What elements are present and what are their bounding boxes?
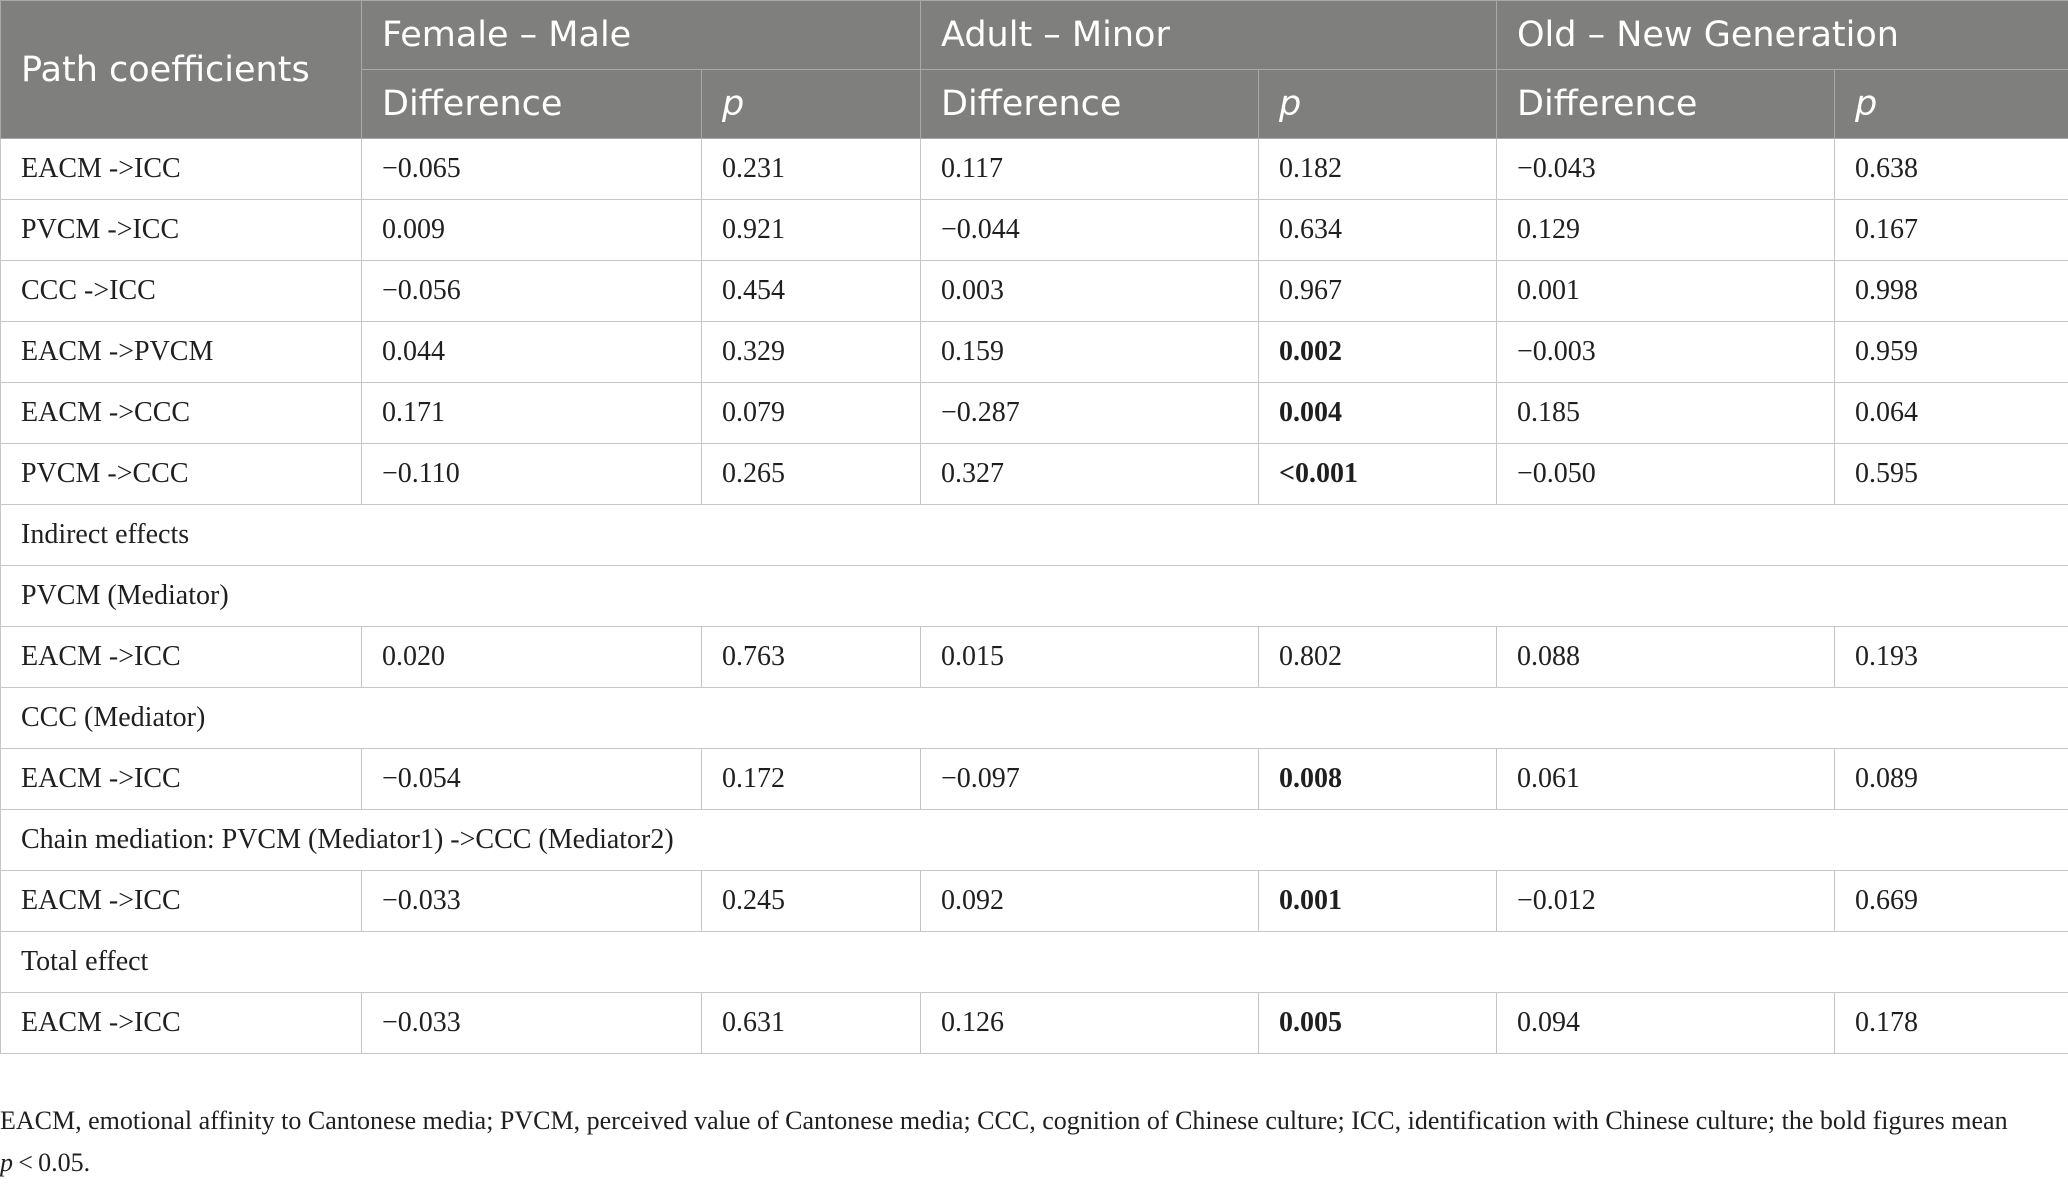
table-row [1, 200, 2068, 261]
table-body [1, 139, 2068, 1054]
difference-cell: 0.185 [1497, 383, 1835, 444]
difference-cell: 0.094 [1497, 993, 1835, 1054]
p-value-cell: 0.002 [1259, 322, 1497, 383]
path-label-cell: EACM ->CCC [1, 383, 362, 444]
p-value-cell: 0.001 [1259, 871, 1497, 932]
header-path-coefficients: Path coefficients [1, 1, 362, 139]
p-value-cell: 0.193 [1835, 627, 2068, 688]
difference-cell: 0.129 [1497, 200, 1835, 261]
p-value-cell: 0.669 [1835, 871, 2068, 932]
table-row [1, 322, 2068, 383]
table-footnote [0, 1100, 2068, 1184]
difference-cell: −0.050 [1497, 444, 1835, 505]
path-label-cell: CCC ->ICC [1, 261, 362, 322]
p-value-cell: 0.004 [1259, 383, 1497, 444]
p-value-cell: 0.454 [702, 261, 921, 322]
p-value-cell: 0.245 [702, 871, 921, 932]
difference-cell: −0.044 [921, 200, 1259, 261]
difference-cell: −0.033 [362, 871, 702, 932]
p-value-cell: 0.763 [702, 627, 921, 688]
difference-cell: −0.043 [1497, 139, 1835, 200]
footnote-line1: EACM, emotional affinity to Cantonese media; PVCM, perceived value of Cantonese media; CCC, cognition of Chinese culture; ICC, identification with Chinese culture; the bold figures mean [0, 1106, 2008, 1135]
table-row [1, 261, 2068, 322]
path-label-cell: EACM ->ICC [1, 139, 362, 200]
p-value-cell: <0.001 [1259, 444, 1497, 505]
p-value-cell: 0.631 [702, 993, 921, 1054]
path-label-cell: PVCM ->CCC [1, 444, 362, 505]
p-value-cell: 0.079 [702, 383, 921, 444]
p-value-cell: 0.064 [1835, 383, 2068, 444]
table-row [1, 444, 2068, 505]
p-value-cell: 0.921 [702, 200, 921, 261]
p-value-cell: 0.005 [1259, 993, 1497, 1054]
difference-cell: −0.097 [921, 749, 1259, 810]
path-label-cell: EACM ->ICC [1, 871, 362, 932]
header-p: p [1259, 70, 1497, 139]
header-group-female-male: Female – Male [362, 1, 921, 70]
difference-cell: −0.056 [362, 261, 702, 322]
header-difference: Difference [1497, 70, 1835, 139]
path-label-cell: EACM ->ICC [1, 993, 362, 1054]
header-p: p [1835, 70, 2068, 139]
difference-cell: −0.033 [362, 993, 702, 1054]
difference-cell: 0.001 [1497, 261, 1835, 322]
p-value-cell: 0.172 [702, 749, 921, 810]
section-label: CCC (Mediator) [1, 688, 2068, 749]
difference-cell: 0.044 [362, 322, 702, 383]
p-value-cell: 0.231 [702, 139, 921, 200]
section-label: Total effect [1, 932, 2068, 993]
difference-cell: −0.003 [1497, 322, 1835, 383]
path-label-cell: EACM ->ICC [1, 627, 362, 688]
p-value-cell: 0.265 [702, 444, 921, 505]
difference-cell: 0.088 [1497, 627, 1835, 688]
p-value-cell: 0.595 [1835, 444, 2068, 505]
p-value-cell: 0.167 [1835, 200, 2068, 261]
table-row [1, 139, 2068, 200]
p-value-cell: 0.182 [1259, 139, 1497, 200]
difference-cell: 0.126 [921, 993, 1259, 1054]
header-group-adult-minor: Adult – Minor [921, 1, 1497, 70]
section-row [1, 932, 2068, 993]
table-header [1, 1, 2068, 139]
difference-cell: −0.110 [362, 444, 702, 505]
table-row [1, 871, 2068, 932]
table-row [1, 627, 2068, 688]
difference-cell: 0.020 [362, 627, 702, 688]
p-value-cell: 0.959 [1835, 322, 2068, 383]
difference-cell: 0.117 [921, 139, 1259, 200]
header-p: p [702, 70, 921, 139]
p-value-cell: 0.008 [1259, 749, 1497, 810]
p-value-cell: 0.329 [702, 322, 921, 383]
difference-cell: 0.327 [921, 444, 1259, 505]
section-row [1, 688, 2068, 749]
header-difference: Difference [921, 70, 1259, 139]
p-value-cell: 0.178 [1835, 993, 2068, 1054]
difference-cell: 0.159 [921, 322, 1259, 383]
path-label-cell: PVCM ->ICC [1, 200, 362, 261]
difference-cell: 0.171 [362, 383, 702, 444]
footnote-threshold: < 0.05. [13, 1148, 90, 1177]
p-value-cell: 0.998 [1835, 261, 2068, 322]
difference-cell: 0.092 [921, 871, 1259, 932]
header-group-old-new-generation: Old – New Generation [1497, 1, 2068, 70]
section-label: Chain mediation: PVCM (Mediator1) ->CCC (Mediator2) [1, 810, 2068, 871]
section-row [1, 566, 2068, 627]
p-value-cell: 0.638 [1835, 139, 2068, 200]
difference-cell: −0.287 [921, 383, 1259, 444]
p-value-cell: 0.634 [1259, 200, 1497, 261]
table-row [1, 749, 2068, 810]
difference-cell: −0.012 [1497, 871, 1835, 932]
table-row [1, 993, 2068, 1054]
p-value-cell: 0.089 [1835, 749, 2068, 810]
table-row [1, 383, 2068, 444]
p-value-cell: 0.802 [1259, 627, 1497, 688]
difference-cell: 0.061 [1497, 749, 1835, 810]
difference-cell: 0.009 [362, 200, 702, 261]
difference-cell: −0.065 [362, 139, 702, 200]
path-label-cell: EACM ->PVCM [1, 322, 362, 383]
difference-cell: 0.015 [921, 627, 1259, 688]
header-difference: Difference [362, 70, 702, 139]
section-row [1, 810, 2068, 871]
section-label: Indirect effects [1, 505, 2068, 566]
path-label-cell: EACM ->ICC [1, 749, 362, 810]
section-row [1, 505, 2068, 566]
difference-cell: −0.054 [362, 749, 702, 810]
p-value-cell: 0.967 [1259, 261, 1497, 322]
difference-cell: 0.003 [921, 261, 1259, 322]
footnote-p-symbol: p [0, 1148, 13, 1177]
section-label: PVCM (Mediator) [1, 566, 2068, 627]
header-row-groups [1, 1, 2068, 70]
